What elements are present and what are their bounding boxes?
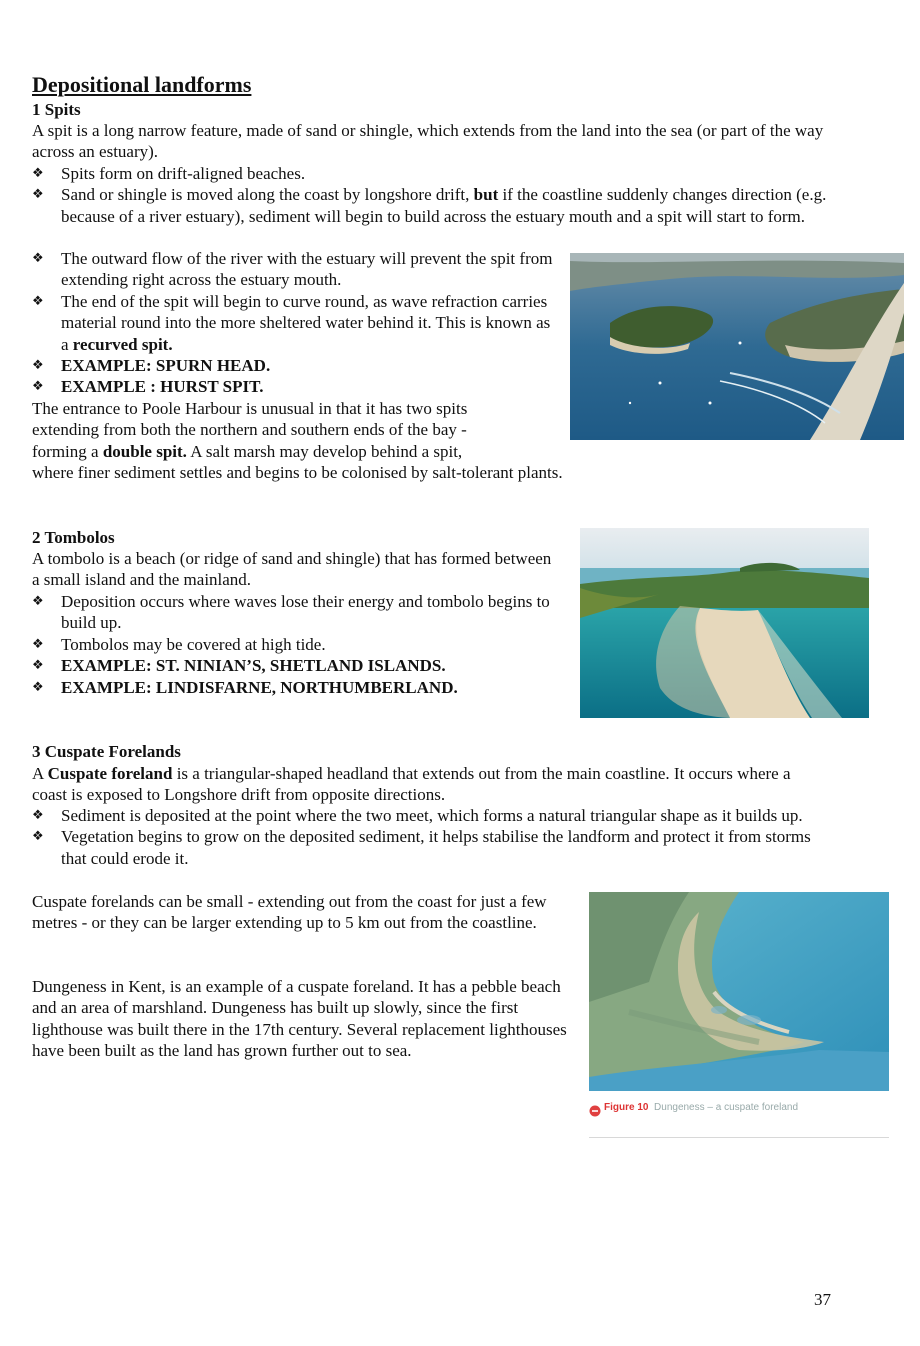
- bullet-text: Sand or shingle is moved along the coast by longshore drift,: [61, 185, 474, 205]
- cuspate-bullets: [0, 805, 830, 869]
- spits-heading: 1 Spits: [32, 100, 81, 119]
- list-item: [0, 677, 560, 698]
- figure-caption: [604, 1101, 804, 1115]
- tombolos-heading: 2 Tombolos: [32, 528, 115, 547]
- bullet-text: EXAMPLE: ST. NINIAN’S, SHETLAND ISLANDS.: [61, 656, 446, 676]
- para-bold: double spit.: [102, 441, 187, 461]
- cuspate-intro: [32, 763, 822, 806]
- page-title: Depositional landforms: [32, 72, 252, 97]
- tombolo-photo: [580, 528, 869, 718]
- caption-text: Dungeness – a cuspate foreland: [654, 1102, 799, 1113]
- bullet-text: Tombolos may be covered at high tide.: [61, 634, 326, 654]
- list-item: [0, 163, 830, 184]
- spits-intro: A spit is a long narrow feature, made of sand or shingle, which extends from the land into the sea (or part of the way across an estuary).: [32, 121, 824, 162]
- bullet-text: Deposition occurs where waves lose their energy and tombolo begins to build up.: [61, 592, 550, 633]
- bullet-text: The outward flow of the river with the estuary will prevent the spit from extending right across the estuary mouth.: [61, 249, 553, 290]
- bullet-text: if the coastline suddenly changes direction (e.g. because of a river estuary), sediment will begin to build across the estuary mouth and a spit will start to form.: [61, 185, 827, 226]
- list-item: [0, 655, 560, 676]
- bullet-text: Sediment is deposited at the point where the two meet, which forms a natural triangular shape as it builds up.: [61, 806, 803, 825]
- list-item: [0, 805, 830, 826]
- list-item: [0, 291, 560, 355]
- caption-label: Figure 10: [604, 1102, 649, 1113]
- list-item: [0, 376, 560, 397]
- para-text: The entrance to Poole Harbour is unusual in that it has two spits extending from both the northern and southern ends of the bay - forming a: [32, 399, 468, 461]
- intro-text: A: [32, 764, 48, 783]
- bullet-text: EXAMPLE: SPURN HEAD.: [61, 356, 271, 376]
- dungeness-photo: [589, 892, 889, 1091]
- list-item: [0, 184, 830, 227]
- cuspate-heading: 3 Cuspate Forelands: [32, 742, 181, 761]
- list-item: [0, 591, 560, 634]
- para-text: A salt marsh may develop behind a spit,: [186, 441, 463, 461]
- cuspate-para-size: Cuspate forelands can be small - extending out from the coast for just a few metres - or they can be larger extending up to 5 km out from the coastline.: [32, 892, 547, 933]
- poole-paragraph: [32, 398, 524, 462]
- figure-marker-icon: [589, 1101, 603, 1115]
- tombolos-intro: A tombolo is a beach (or ridge of sand and shingle) that has formed between a small island and the mainland.: [32, 549, 552, 590]
- list-item: [0, 826, 830, 869]
- bullet-text: EXAMPLE: LINDISFARNE, NORTHUMBERLAND.: [61, 677, 458, 697]
- page-number: 37: [814, 1290, 831, 1309]
- spits-bullets-side: [0, 248, 560, 398]
- spits-bullets-top: [0, 163, 830, 227]
- list-item: [0, 634, 560, 655]
- bullet-bold: but: [473, 185, 499, 205]
- bullet-text: EXAMPLE : HURST SPIT.: [61, 377, 264, 397]
- cuspate-para-dungeness: Dungeness in Kent, is an example of a cuspate foreland. It has a pebble beach and an area of marshland. Dungeness has built up slowly, since the first lighthouse was built there in the 17th century. Several replacement lighthouses have been built as the land has grown further out to sea.: [32, 977, 567, 1061]
- spit-photo: [570, 253, 904, 440]
- intro-text: is a triangular-shaped headland that extends out from the main coastline. It occurs where a coast is exposed to Longshore drift from opposite directions.: [32, 764, 791, 805]
- bullet-bold: recurved spit.: [72, 334, 173, 354]
- list-item: [0, 248, 560, 291]
- bullet-text: Vegetation begins to grow on the deposited sediment, it helps stabilise the landform and protect it from storms that could erode it.: [61, 827, 811, 868]
- intro-bold: Cuspate foreland: [47, 764, 173, 783]
- bullet-text: Spits form on drift-aligned beaches.: [61, 164, 306, 183]
- caption-divider: [589, 1137, 889, 1138]
- poole-paragraph-end: where finer sediment settles and begins to be colonised by salt-tolerant plants.: [32, 463, 563, 482]
- tombolos-bullets: [0, 591, 560, 698]
- bullet-text: The end of the spit will begin to curve round, as wave refraction carries material round into the more sheltered water behind it. This is known as a: [61, 291, 551, 354]
- list-item: [0, 355, 560, 376]
